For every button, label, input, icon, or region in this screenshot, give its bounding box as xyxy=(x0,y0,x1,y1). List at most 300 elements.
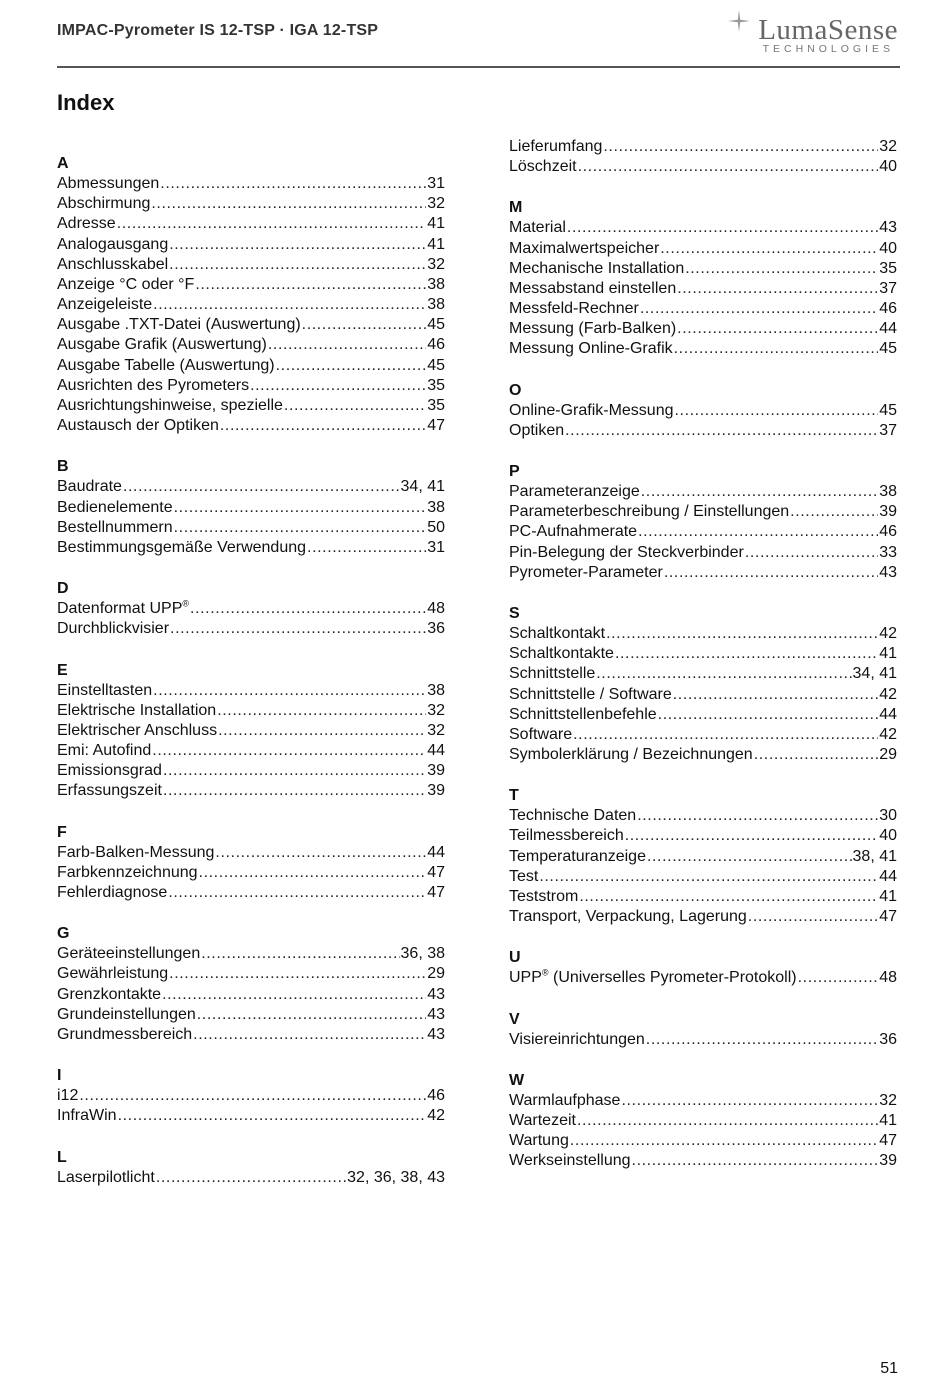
dot-leader xyxy=(169,964,426,984)
entry-pages: 30 xyxy=(879,807,897,825)
dot-leader xyxy=(664,563,878,583)
entry-pages: 32 xyxy=(879,1091,897,1109)
section-letter-f: F xyxy=(57,823,67,841)
entry-pages: 38 xyxy=(427,681,445,699)
entry-pages: 33 xyxy=(879,543,897,561)
entry-term xyxy=(509,867,538,887)
dot-leader xyxy=(162,985,426,1005)
dot-leader xyxy=(637,806,878,826)
index-entry xyxy=(57,315,445,335)
entry-term-text: Abmessungen xyxy=(57,174,160,192)
index-entry xyxy=(509,1111,897,1131)
entry-term-text: Pin-Belegung der Steckverbinder xyxy=(509,543,744,561)
index-column-left xyxy=(57,154,445,1188)
dot-leader xyxy=(539,867,878,887)
dot-leader xyxy=(754,745,879,765)
dot-leader xyxy=(218,721,426,741)
entry-term xyxy=(509,806,636,826)
entry-term-text: Bestimmungsgemäße Verwendung xyxy=(57,538,307,556)
entry-pages: 40 xyxy=(879,827,897,845)
index-entry xyxy=(509,664,897,684)
dot-leader xyxy=(193,1025,426,1045)
page-title: Index xyxy=(57,90,115,115)
entry-term xyxy=(57,619,169,639)
entry-term xyxy=(57,721,217,741)
index-entry xyxy=(57,1025,445,1045)
entry-term-text: Schnittstelle xyxy=(509,665,596,683)
page-header xyxy=(57,8,900,68)
entry-pages: 38 xyxy=(427,275,445,293)
entry-pages: 32 xyxy=(427,701,445,719)
entry-term xyxy=(509,239,659,259)
entry-pages: 32 xyxy=(427,255,445,273)
entry-term-text: Parameteranzeige xyxy=(509,483,640,501)
entry-term xyxy=(509,299,639,319)
dot-leader xyxy=(170,619,426,639)
entry-term xyxy=(509,745,753,765)
dot-leader xyxy=(748,907,878,927)
index-entry xyxy=(57,701,445,721)
entry-term xyxy=(509,502,789,522)
entry-term xyxy=(57,1106,117,1126)
entry-pages: 43 xyxy=(427,1025,445,1043)
entry-term xyxy=(57,741,151,761)
entry-term xyxy=(57,1086,78,1106)
entry-term-text: Bestellnummern xyxy=(57,518,173,536)
index-column-right xyxy=(509,137,897,1172)
entry-pages: 46 xyxy=(427,1087,445,1105)
entry-pages: 50 xyxy=(427,518,445,536)
index-entry xyxy=(509,624,897,644)
dot-leader xyxy=(163,761,426,781)
dot-leader xyxy=(118,1106,427,1126)
entry-term-text: Datenformat UPP® xyxy=(57,598,190,618)
entry-pages: 42 xyxy=(879,725,897,743)
dot-leader xyxy=(153,295,426,315)
section-letter-i: I xyxy=(57,1067,62,1085)
dot-leader xyxy=(284,396,426,416)
index-entry xyxy=(57,376,445,396)
index-entry xyxy=(509,218,897,238)
dot-leader xyxy=(677,279,878,299)
index-entry xyxy=(57,255,445,275)
entry-pages: 43 xyxy=(879,563,897,581)
header-rule xyxy=(57,66,900,68)
dot-leader xyxy=(152,741,426,761)
index-entry xyxy=(57,538,445,558)
index-entry xyxy=(57,1106,445,1126)
entry-pages: 44 xyxy=(427,742,445,760)
entry-term xyxy=(57,781,162,801)
entry-term-text: Messabstand einstellen xyxy=(509,279,677,297)
index-entry xyxy=(57,721,445,741)
entry-term-text: Grenzkontakte xyxy=(57,985,162,1003)
entry-term xyxy=(509,968,797,988)
index-entry xyxy=(509,1030,897,1050)
index-entry xyxy=(57,964,445,984)
entry-term-text: Software xyxy=(509,725,573,743)
entry-term-text: Messung (Farb-Balken) xyxy=(509,320,677,338)
entry-term-text: Bedienelemente xyxy=(57,498,173,516)
entry-term-text: Wartung xyxy=(509,1132,569,1150)
entry-term xyxy=(509,319,676,339)
index-entry xyxy=(57,985,445,1005)
entry-term-text: Messung Online-Grafik xyxy=(509,340,673,358)
entry-term xyxy=(509,482,640,502)
entry-pages: 45 xyxy=(427,316,445,334)
entry-term-text: Teilmessbereich xyxy=(509,827,624,845)
entry-pages: 41 xyxy=(879,1111,897,1129)
dot-leader xyxy=(577,1111,878,1131)
dot-leader xyxy=(579,887,878,907)
entry-pages: 29 xyxy=(427,965,445,983)
entry-pages: 43 xyxy=(879,219,897,237)
entry-term xyxy=(57,701,216,721)
entry-term xyxy=(509,1091,620,1111)
entry-pages: 41 xyxy=(879,645,897,663)
index-entry xyxy=(57,518,445,538)
entry-term-text: Test xyxy=(509,867,539,885)
dot-leader xyxy=(168,883,426,903)
index-entry xyxy=(509,1151,897,1171)
entry-term-text: Baudrate xyxy=(57,478,122,496)
entry-pages: 38 xyxy=(879,483,897,501)
entry-term xyxy=(509,259,684,279)
entry-term xyxy=(509,664,595,684)
entry-pages: 48 xyxy=(879,969,897,987)
index-entry xyxy=(509,502,897,522)
entry-term xyxy=(57,255,168,275)
entry-term xyxy=(509,644,614,664)
section-letter-e: E xyxy=(57,661,68,679)
entry-pages: 38, 41 xyxy=(852,847,897,865)
index-entry xyxy=(57,863,445,883)
index-entry xyxy=(509,239,897,259)
dot-leader xyxy=(220,416,426,436)
entry-pages: 34, 41 xyxy=(852,665,897,683)
index-entry xyxy=(57,356,445,376)
entry-term xyxy=(57,538,306,558)
entry-term-text: Schnittstellenbefehle xyxy=(509,705,657,723)
entry-term xyxy=(509,563,663,583)
index-entry xyxy=(509,827,897,847)
entry-term-text: Maximalwertspeicher xyxy=(509,239,660,257)
entry-term xyxy=(57,416,219,436)
entry-pages: 44 xyxy=(427,843,445,861)
section-letter-v: V xyxy=(509,1010,520,1028)
entry-pages: 40 xyxy=(879,158,897,176)
dot-leader xyxy=(123,477,400,497)
entry-term xyxy=(57,477,122,497)
dot-leader xyxy=(307,538,426,558)
entry-term-text: Online-Grafik-Messung xyxy=(509,401,674,419)
index-entry xyxy=(509,259,897,279)
entry-term-text: Abschirmung xyxy=(57,195,151,213)
entry-term-text: PC-Aufnahmerate xyxy=(509,523,638,541)
dot-leader xyxy=(570,1131,878,1151)
entry-pages: 44 xyxy=(879,320,897,338)
entry-pages: 48 xyxy=(427,600,445,618)
entry-pages: 47 xyxy=(879,1132,897,1150)
entry-pages: 41 xyxy=(879,888,897,906)
entry-term xyxy=(57,315,301,335)
index-entry xyxy=(509,401,897,421)
entry-term-text: Anzeige °C oder °F xyxy=(57,275,195,293)
index-entry xyxy=(509,319,897,339)
index-entry xyxy=(57,741,445,761)
entry-term xyxy=(509,522,637,542)
index-entry xyxy=(509,563,897,583)
dot-leader xyxy=(674,339,879,359)
index-entry xyxy=(57,599,445,619)
entry-term xyxy=(57,335,267,355)
entry-term xyxy=(57,681,152,701)
index-entry xyxy=(57,1086,445,1106)
entry-term-text: Ausgabe .TXT-Datei (Auswertung) xyxy=(57,316,301,334)
entry-term xyxy=(57,235,168,255)
entry-pages: 43 xyxy=(427,1005,445,1023)
entry-term-text: Ausrichten des Pyrometers xyxy=(57,376,250,394)
entry-pages: 38 xyxy=(427,498,445,516)
entry-term xyxy=(509,1151,631,1171)
index-entry xyxy=(57,1005,445,1025)
entry-pages: 45 xyxy=(879,401,897,419)
entry-term xyxy=(57,214,116,234)
entry-term xyxy=(509,705,657,725)
entry-term-text: Anschlusskabel xyxy=(57,255,169,273)
entry-term xyxy=(509,157,577,177)
dot-leader xyxy=(638,522,878,542)
dot-leader xyxy=(640,299,878,319)
entry-pages: 39 xyxy=(427,762,445,780)
entry-pages: 34, 41 xyxy=(400,478,445,496)
dot-leader xyxy=(174,518,427,538)
entry-term-text: Grundmessbereich xyxy=(57,1025,193,1043)
entry-term xyxy=(57,761,162,781)
index-entry xyxy=(57,883,445,903)
dot-leader xyxy=(215,843,426,863)
entry-pages: 47 xyxy=(879,908,897,926)
entry-term-text: Emissionsgrad xyxy=(57,762,162,780)
document-title: IMPAC-Pyrometer IS 12-TSP · IGA 12-TSP xyxy=(57,22,379,39)
entry-term-text: Ausrichtungshinweise, spezielle xyxy=(57,397,283,415)
dot-leader xyxy=(685,259,878,279)
entry-term xyxy=(57,295,152,315)
entry-term xyxy=(509,624,605,644)
dot-leader xyxy=(156,1168,346,1188)
index-entry xyxy=(57,681,445,701)
dot-leader xyxy=(268,335,426,355)
index-entry xyxy=(509,806,897,826)
entry-term xyxy=(57,843,214,863)
entry-term-text: Messfeld-Rechner xyxy=(509,300,639,318)
entry-pages: 35 xyxy=(879,259,897,277)
entry-term-text: Fehlerdiagnose xyxy=(57,884,168,902)
entry-term xyxy=(509,1111,576,1131)
index-entry xyxy=(509,847,897,867)
dot-leader xyxy=(745,543,878,563)
index-entry xyxy=(57,336,445,356)
entry-pages: 47 xyxy=(427,884,445,902)
dot-leader xyxy=(117,214,427,234)
entry-term-text: Schaltkontakt xyxy=(509,624,606,642)
dot-leader xyxy=(565,421,878,441)
section-letter-l: L xyxy=(57,1148,67,1166)
logo-star-icon xyxy=(728,10,750,32)
entry-term xyxy=(57,985,161,1005)
index-entry xyxy=(509,725,897,745)
entry-pages: 35 xyxy=(427,376,445,394)
dot-leader xyxy=(163,781,426,801)
entry-term-text: Pyrometer-Parameter xyxy=(509,563,663,581)
index-entry xyxy=(57,295,445,315)
index-entry xyxy=(57,619,445,639)
dot-leader xyxy=(625,826,878,846)
entry-term-text: Werkseinstellung xyxy=(509,1152,631,1170)
entry-term-text: Optiken xyxy=(509,421,565,439)
entry-pages: 40 xyxy=(879,239,897,257)
entry-pages: 42 xyxy=(879,624,897,642)
entry-term-text: Warmlaufphase xyxy=(509,1091,621,1109)
index-entry xyxy=(57,275,445,295)
section-letter-o: O xyxy=(509,381,522,399)
entry-term xyxy=(509,725,572,745)
section-letter-d: D xyxy=(57,580,69,598)
section-letter-s: S xyxy=(509,605,520,622)
entry-term-text: Farb-Balken-Messung xyxy=(57,843,215,861)
index-entry xyxy=(57,396,445,416)
entry-term xyxy=(57,275,194,295)
entry-term xyxy=(57,1025,192,1045)
index-entry xyxy=(509,968,897,988)
index-entry xyxy=(57,782,445,802)
index-entry xyxy=(509,543,897,563)
entry-pages: 42 xyxy=(427,1107,445,1125)
page-number: 51 xyxy=(880,1360,898,1377)
dot-leader xyxy=(658,705,879,725)
entry-pages: 36 xyxy=(879,1030,897,1048)
entry-term-text: Laserpilotlicht xyxy=(57,1168,155,1186)
entry-pages: 42 xyxy=(879,685,897,703)
entry-term-text: Einstelltasten xyxy=(57,681,153,699)
entry-pages: 36, 38 xyxy=(400,945,445,963)
entry-term xyxy=(509,907,747,927)
entry-term xyxy=(57,964,168,984)
entry-pages: 46 xyxy=(879,300,897,318)
dot-leader xyxy=(169,255,426,275)
entry-term-text: Durchblickvisier xyxy=(57,620,170,638)
entry-term-text: Teststrom xyxy=(509,888,579,906)
dot-leader xyxy=(647,847,852,867)
index-entry xyxy=(57,194,445,214)
entry-term xyxy=(509,1131,569,1151)
dot-leader xyxy=(573,725,878,745)
entry-term-text: i12 xyxy=(57,1087,79,1105)
entry-term xyxy=(509,685,672,705)
entry-term xyxy=(509,137,602,157)
index-entry xyxy=(57,761,445,781)
entry-term xyxy=(509,339,673,359)
entry-term-text: InfraWin xyxy=(57,1107,117,1125)
entry-pages: 44 xyxy=(879,867,897,885)
dot-leader xyxy=(201,944,399,964)
section-letter-w: W xyxy=(509,1071,525,1089)
section-letter-t: T xyxy=(509,787,519,805)
entry-pages: 47 xyxy=(427,417,445,435)
index-entry xyxy=(57,235,445,255)
entry-pages: 32, 36, 38, 43 xyxy=(347,1168,445,1186)
entry-term xyxy=(57,1168,155,1188)
entry-pages: 31 xyxy=(427,174,445,192)
entry-pages: 47 xyxy=(427,863,445,881)
entry-term xyxy=(57,396,283,416)
dot-leader xyxy=(153,681,426,701)
entry-term xyxy=(509,218,566,238)
entry-term-text: Schnittstelle / Software xyxy=(509,685,672,703)
dot-leader xyxy=(596,664,851,684)
logo-subtitle: TECHNOLOGIES xyxy=(762,43,894,55)
dot-leader xyxy=(250,376,426,396)
entry-term xyxy=(509,401,674,421)
dot-leader xyxy=(174,498,427,518)
dot-leader xyxy=(169,235,426,255)
entry-term xyxy=(57,518,173,538)
dot-leader xyxy=(276,356,427,376)
index-entry xyxy=(509,299,897,319)
entry-term-text: Analogausgang xyxy=(57,235,169,253)
entry-pages: 29 xyxy=(879,746,897,764)
entry-pages: 35 xyxy=(427,397,445,415)
index-entry xyxy=(509,1091,897,1111)
entry-term-text: Erfassungszeit xyxy=(57,782,162,800)
entry-pages: 44 xyxy=(879,705,897,723)
dot-leader xyxy=(660,239,878,259)
entry-term xyxy=(509,543,744,563)
entry-term xyxy=(57,498,173,518)
dot-leader xyxy=(195,275,426,295)
entry-term xyxy=(57,944,200,964)
entry-pages: 39 xyxy=(879,503,897,521)
entry-term-text: Anzeigeleiste xyxy=(57,296,153,314)
entry-term-text: Adresse xyxy=(57,215,116,233)
entry-pages: 37 xyxy=(879,421,897,439)
entry-pages: 45 xyxy=(879,340,897,358)
index-entry xyxy=(509,482,897,502)
dot-leader xyxy=(151,194,426,214)
entry-pages: 46 xyxy=(879,523,897,541)
dot-leader xyxy=(578,157,879,177)
index-entry xyxy=(57,416,445,436)
entry-pages: 41 xyxy=(427,235,445,253)
entry-term-text: Wartezeit xyxy=(509,1111,576,1129)
index-entry xyxy=(57,477,445,497)
section-letter-a: A xyxy=(57,155,69,172)
entry-term-text: Temperaturanzeige xyxy=(509,847,646,865)
dot-leader xyxy=(673,685,878,705)
entry-term xyxy=(57,1005,196,1025)
index-entry xyxy=(509,522,897,542)
section-letter-u: U xyxy=(509,949,521,967)
registered-mark: ® xyxy=(541,968,549,979)
index-entry xyxy=(509,907,897,927)
logo-wordmark: LumaSense xyxy=(758,14,898,46)
dot-leader xyxy=(621,1091,878,1111)
dot-leader xyxy=(603,137,878,157)
entry-term xyxy=(509,279,676,299)
dot-leader xyxy=(790,502,878,522)
dot-leader xyxy=(217,701,426,721)
entry-pages: 38 xyxy=(427,296,445,314)
